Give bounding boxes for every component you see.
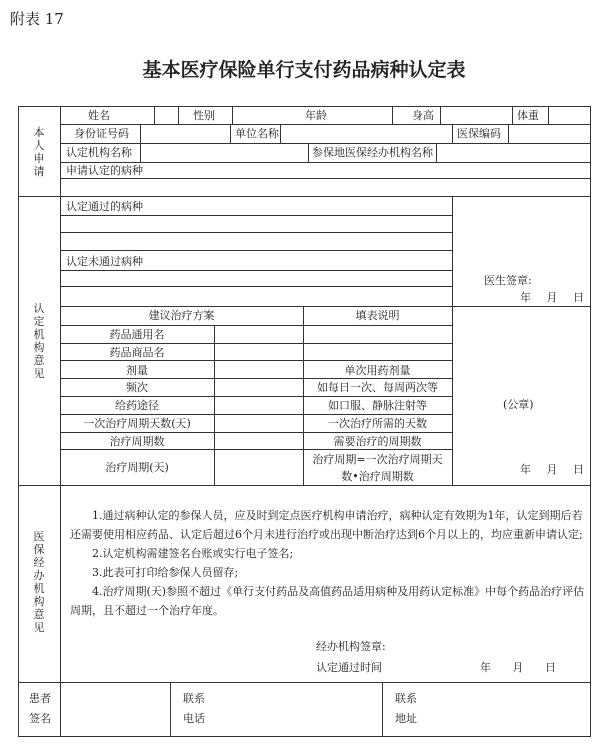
row-label-cycle-days: 一次治疗周期天数(天) — [83, 417, 191, 430]
row-label-dose: 剂量 — [126, 364, 148, 377]
row-label-frequency: 频次 — [126, 381, 148, 394]
page-title: 基本医疗保险单行支付药品病种认定表 — [142, 59, 466, 81]
insurance-number-label: 医保编码 — [457, 127, 501, 140]
name-label: 姓名 — [88, 109, 110, 122]
notes-header: 填表说明 — [355, 309, 400, 322]
age-label: 年龄 — [305, 109, 327, 122]
appendix-label: 附表 17 — [10, 10, 64, 28]
row-label-treatment-period: 治疗周期(天) — [105, 461, 169, 474]
height-label: 身高 — [412, 109, 434, 122]
pass-time-label: 认定通过时间 — [316, 661, 382, 674]
seal-date-label: 年 月 日 — [520, 463, 584, 476]
failed-disease-label: 认定未通过病种 — [66, 255, 143, 268]
official-seal-label: (公章) — [503, 398, 534, 411]
row-label-generic-name: 药品通用名 — [109, 328, 165, 341]
agency-note-2: 2.认定机构需建签名台账或实行电子签名; — [92, 547, 294, 560]
row-note-dose: 单次用药剂量 — [344, 364, 411, 377]
agency-section-label: 医保经办机构意见 — [33, 530, 45, 634]
plan-header: 建议治疗方案 — [148, 309, 215, 322]
employer-label: 单位名称 — [235, 127, 279, 140]
opinion-section-label: 认定机构意见 — [33, 302, 45, 380]
institution-label: 认定机构名称 — [66, 146, 132, 159]
doctor-date-label: 年 月 日 — [520, 291, 584, 304]
disease-label: 申请认定的病种 — [66, 164, 143, 177]
phone-label: 联系电话 — [183, 692, 205, 725]
agency-sign-label: 经办机构签章: — [316, 640, 386, 653]
row-note-frequency: 如每日一次、每周两次等 — [317, 381, 438, 394]
gender-label: 性别 — [193, 109, 215, 122]
agency-label: 参保地医保经办机构名称 — [312, 146, 433, 159]
passed-disease-label: 认定通过的病种 — [66, 200, 143, 213]
row-note-cycle-count: 需要治疗的周期数 — [333, 435, 422, 448]
agency-notes — [70, 506, 590, 620]
doctor-sign-label: 医生签章: — [484, 274, 532, 287]
row-note-period-1: 治疗周期=一次治疗周期天 — [312, 453, 443, 466]
id-number-label: 身份证号码 — [74, 127, 129, 140]
address-label: 联系地址 — [395, 692, 417, 725]
agency-date-label: 年 月 日 — [480, 661, 556, 674]
agency-note-3: 3.此表可打印给参保人员留存; — [92, 566, 239, 579]
weight-label: 体重 — [517, 109, 539, 122]
row-note-route: 如口服、静脉注射等 — [328, 399, 427, 412]
row-label-route: 给药途径 — [115, 399, 159, 412]
patient-sign-label: 患者签名 — [29, 692, 51, 725]
agency-note-4: 4.治疗周期(天)参照不超过《单行支付药品及高值药品适用病种及用药认定标准》中每个药品治疗评估周期，且不超过一个治疗年度。 — [70, 585, 585, 617]
agency-note-1: 1.通过病种认定的参保人员，应及时到定点医疗机构申请治疗，病种认定有效期为1年，认定到期后若还需要使用相应药品、认定后超过6个月未进行治疗或出现中断治疗达到6个月以上的，均应重新申请认定; — [70, 509, 583, 541]
row-note-cycle-days: 一次治疗所需的天数 — [328, 417, 427, 430]
row-label-brand-name: 药品商品名 — [109, 346, 165, 359]
applicant-section-label: 本人申请 — [33, 126, 45, 178]
row-label-cycle-count: 治疗周期数 — [109, 435, 165, 448]
row-note-period-2: 数•治疗周期数 — [341, 470, 414, 483]
